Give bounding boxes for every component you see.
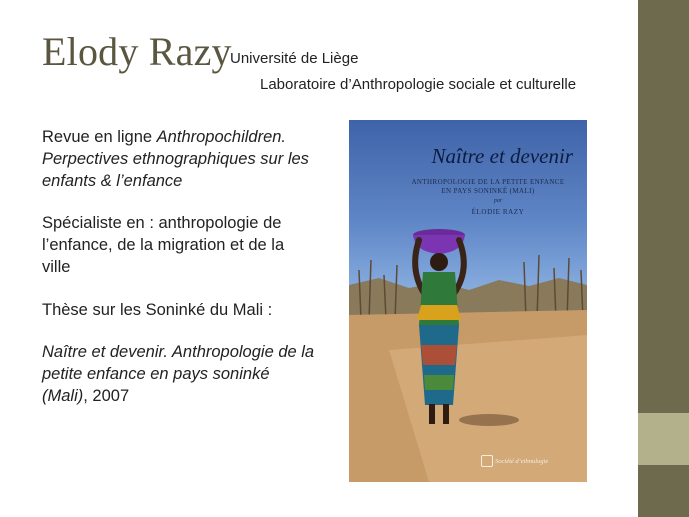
thesis-block: Thèse sur les Soninké du Mali :	[42, 301, 273, 319]
laboratory: Laboratoire d’Anthropologie sociale et culturelle	[260, 76, 577, 93]
journal-block	[42, 126, 317, 192]
slide-title: Elody Razy	[42, 29, 232, 74]
side-bar	[638, 0, 689, 517]
cover-subtitle-line1: ANTHROPOLOGIE DE LA PETITE ENFANCE	[411, 178, 565, 186]
book-cover	[349, 120, 587, 482]
cover-author: ÉLODIE RAZY	[471, 208, 525, 216]
cover-par: par	[493, 198, 503, 204]
side-bar-accent	[638, 413, 689, 465]
cover-title: Naître et devenir	[431, 144, 573, 168]
cover-publisher: Société d’ethnologie	[495, 458, 549, 465]
book-year: , 2007	[83, 387, 130, 405]
specialty-block: Spécialiste en : anthropologie de l’enfance, de la migration et de la ville	[42, 214, 285, 276]
affiliation: Université de Liège	[230, 50, 359, 67]
publisher-logo-icon	[481, 455, 493, 467]
book-title: Naître et devenir. Anthropologie de la petite enfance en pays soninké (Mali)	[42, 343, 315, 405]
cover-subtitle-line2: EN PAYS SONINKÉ (MALI)	[441, 187, 535, 195]
cover-subtitle	[349, 178, 587, 196]
journal-name: Anthropochildren. Perpectives ethnographiques sur les enfants & l’enfance	[42, 128, 309, 190]
book-reference	[42, 341, 317, 407]
journal-prefix: Revue en ligne	[42, 128, 157, 146]
cover-photo	[349, 120, 587, 482]
